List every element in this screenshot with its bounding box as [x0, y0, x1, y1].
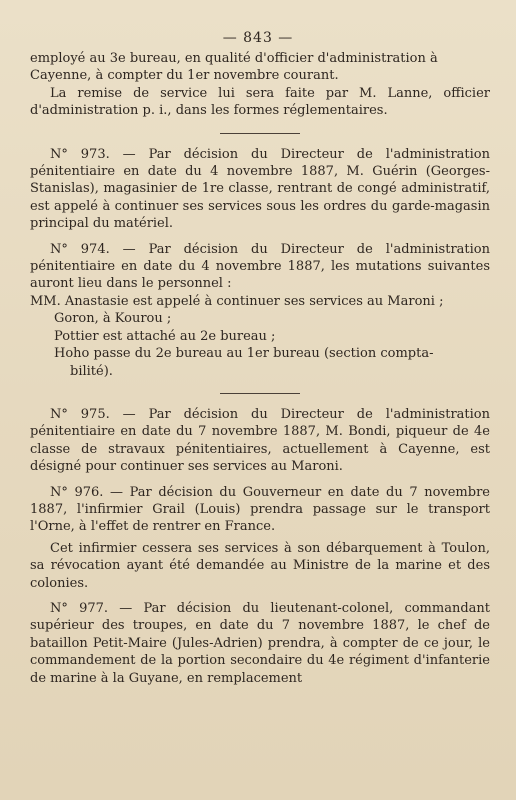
decision-974: N° 974. — Par décision du Directeur de l'administration pénitentiaire en date du 4 novembre 1887, les mutations suivantes auront lieu dans le personnel :: [30, 241, 490, 292]
page-content: [30, 50, 490, 687]
separator-rule: [220, 133, 300, 134]
list-item: Hoho passe du 2e bureau au 1er bureau (section compta-: [54, 346, 434, 362]
decision-976: N° 976. — Par décision du Gouverneur en date du 7 novembre 1887, l'infirmier Grail (Louis) prendra passage sur le transport l'Orne, à l'effet de rentrer en France.: [30, 484, 490, 535]
list-item: MM. Anastasie est appelé à continuer ses services au Maroni ;: [30, 293, 444, 309]
paragraph-continued-line2: Cayenne, à compter du 1er novembre courant.: [30, 68, 339, 84]
decision-977: N° 977. — Par décision du lieutenant-colonel, commandant supérieur des troupes, en date du 7 novembre 1887, le chef de bataillon Petit-Maire (Jules-Adrien) prendra, à compter de ce jour, le commandement de la portion secondaire du 4e régiment d'infanterie de marine à la Guyane, en remplacement: [30, 600, 490, 686]
list-item: Pottier est attaché au 2e bureau ;: [54, 328, 276, 344]
page-number: — 843 —: [222, 30, 294, 46]
paragraph-remise-service: La remise de service lui sera faite par M. Lanne, officier d'administration p. i., dans les formes réglementaires.: [30, 85, 490, 119]
decision-973: N° 973. — Par décision du Directeur de l'administration pénitentiaire en date du 4 novembre 1887, M. Guérin (Georges-Stanislas), magasinier de 1re classe, rentrant de congé administratif, est appelé à continuer ses services sous les ordres du garde-magasin principal du matériel.: [30, 146, 490, 232]
mutations-list: [30, 293, 490, 380]
decision-975: N° 975. — Par décision du Directeur de l'administration pénitentiaire en date du 7 novembre 1887, M. Bondi, piqueur de 4e classe de stravaux pénitentiaires, actuellement à Cayenne, est désigné pour continuer ses services au Maroni.: [30, 406, 490, 475]
list-item-continuation: bilité).: [70, 363, 113, 379]
paragraph-continued-line1: employé au 3e bureau, en qualité d'officier d'administration à: [30, 51, 438, 66]
separator-rule: [220, 393, 300, 394]
list-item: Goron, à Kourou ;: [54, 311, 172, 327]
decision-976-continuation: Cet infirmier cessera ses services à son débarquement à Toulon, sa révocation ayant été demandée au Ministre de la marine et des colonies.: [30, 540, 490, 591]
